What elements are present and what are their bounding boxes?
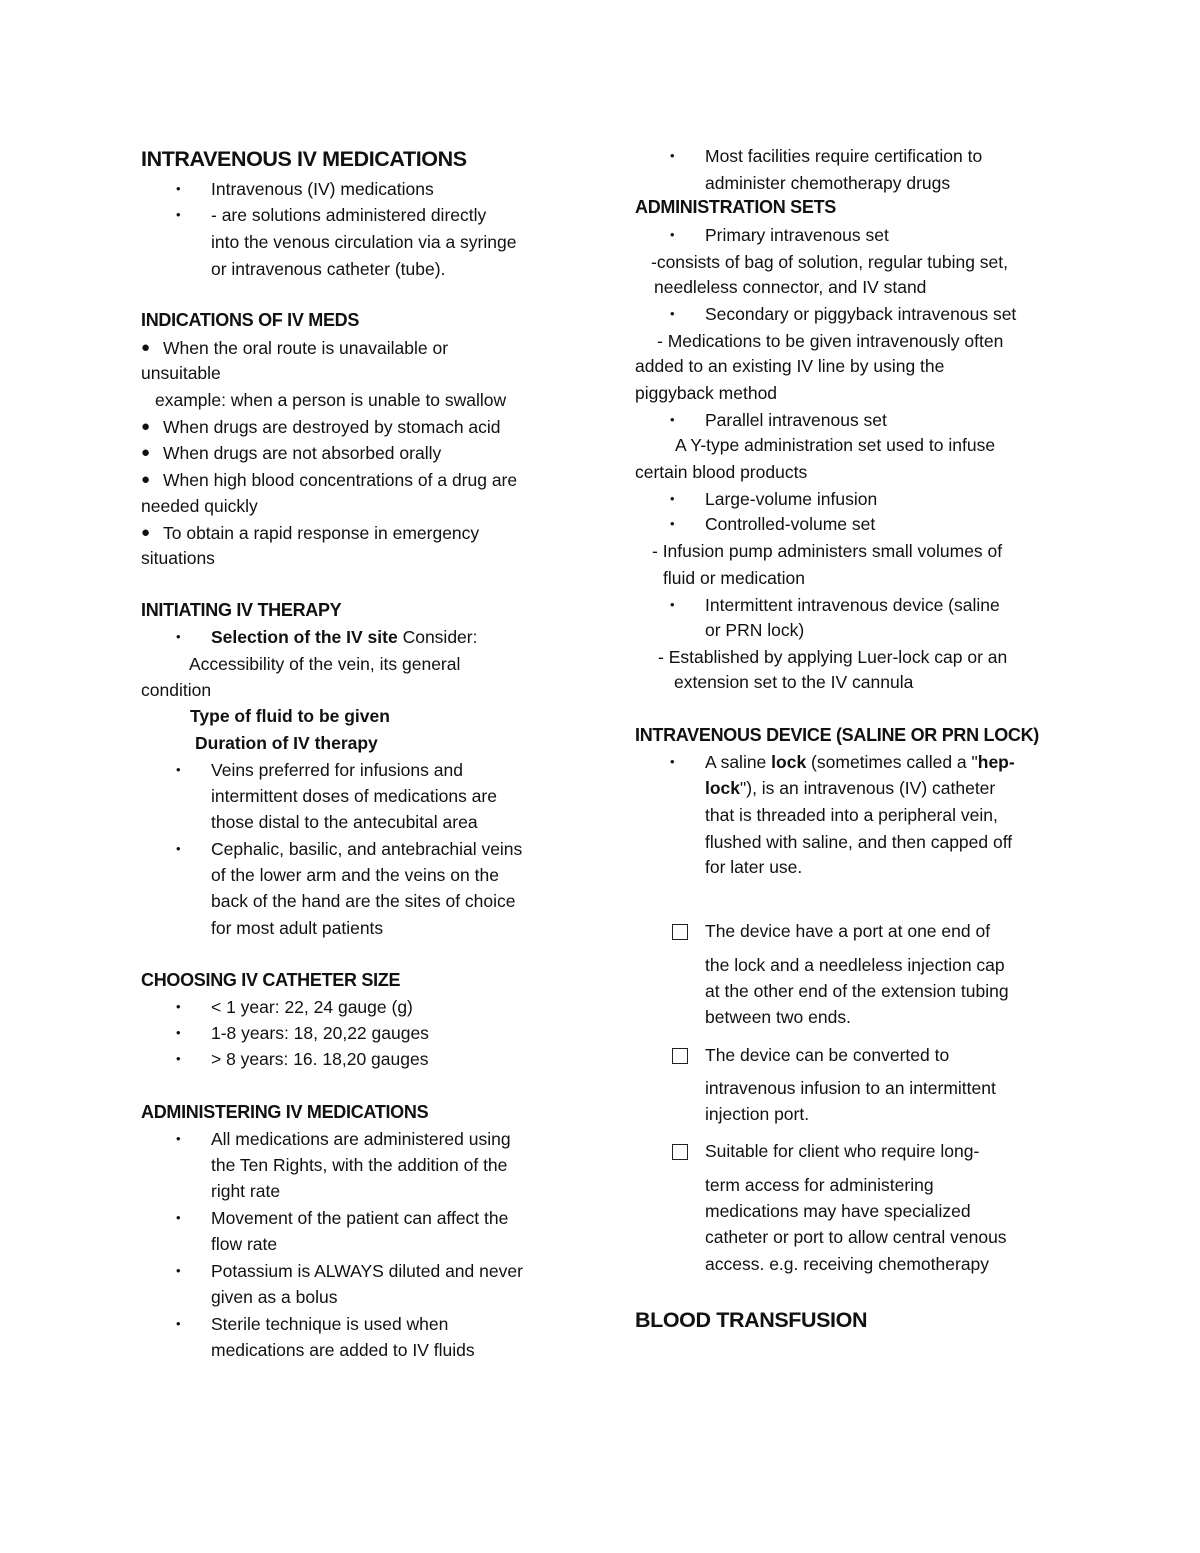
top-line: Most facilities require certification to xyxy=(705,146,983,166)
bullet-icon: • xyxy=(176,207,181,222)
bullet-icon: • xyxy=(176,1131,181,1146)
administering-line: Sterile technique is used when xyxy=(211,1314,449,1334)
indication-line: unsuitable xyxy=(141,363,221,383)
admin-sets-line: - Medications to be given intravenously often xyxy=(657,331,1004,351)
text-run-bold: hep- xyxy=(977,752,1015,772)
bullet-icon: ● xyxy=(141,471,151,488)
site-selection-line xyxy=(211,624,477,650)
check-item-line: catheter or port to allow central venous xyxy=(705,1227,1007,1247)
admin-sets-line: A Y-type administration set used to infuse xyxy=(675,435,996,455)
administering-line: the Ten Rights, with the addition of the xyxy=(211,1155,508,1175)
bullet-icon: ● xyxy=(141,339,151,356)
device-line: that is threaded into a peripheral vein, xyxy=(705,805,998,825)
catheter-item: 1-8 years: 18, 20,22 gauges xyxy=(211,1023,429,1043)
admin-sets-line: certain blood products xyxy=(635,462,808,482)
bullet-icon: • xyxy=(670,754,675,769)
indication-line: situations xyxy=(141,548,215,568)
indication-line: When high blood concentrations of a drug are xyxy=(163,470,518,490)
device-line: for later use. xyxy=(705,857,803,877)
check-item-line: injection port. xyxy=(705,1104,810,1124)
top-line: administer chemotherapy drugs xyxy=(705,173,951,193)
intro-line: into the venous circulation via a syringe xyxy=(211,232,517,252)
administering-line: Movement of the patient can affect the xyxy=(211,1208,509,1228)
initiating-heading: INITIATING IV THERAPY xyxy=(141,600,342,620)
bullet-icon: ● xyxy=(141,524,151,541)
admin-sets-heading: ADMINISTRATION SETS xyxy=(635,197,836,217)
bullet-icon: • xyxy=(176,1025,181,1040)
bullet-icon: • xyxy=(670,306,675,321)
bullet-icon: • xyxy=(176,841,181,856)
administering-line: medications are added to IV fluids xyxy=(211,1340,475,1360)
text-run: "), is an intravenous (IV) catheter xyxy=(740,778,996,798)
initiating-line: intermittent doses of medications are xyxy=(211,786,497,806)
bullet-icon: • xyxy=(670,597,675,612)
check-item-line: at the other end of the extension tubing xyxy=(705,981,1009,1001)
check-item-line: Suitable for client who require long- xyxy=(705,1141,980,1161)
checkbox-icon xyxy=(672,1048,688,1064)
device-heading: INTRAVENOUS DEVICE (SALINE OR PRN LOCK) xyxy=(635,725,1039,745)
admin-sets-line: fluid or medication xyxy=(663,568,806,588)
bullet-icon: • xyxy=(670,412,675,427)
bullet-icon: • xyxy=(176,1316,181,1331)
checkbox-icon xyxy=(672,924,688,940)
text-run: (sometimes called a " xyxy=(806,752,978,772)
indication-line: example: when a person is unable to swallow xyxy=(155,390,507,410)
administering-line: All medications are administered using xyxy=(211,1129,511,1149)
indication-line: needed quickly xyxy=(141,496,258,516)
device-line: flushed with saline, and then capped off xyxy=(705,832,1013,852)
catheter-heading: CHOOSING IV CATHETER SIZE xyxy=(141,970,401,990)
initiating-line: those distal to the antecubital area xyxy=(211,812,478,832)
indication-line: When drugs are destroyed by stomach acid xyxy=(163,417,501,437)
initiating-line: back of the hand are the sites of choice xyxy=(211,891,516,911)
indication-line: To obtain a rapid response in emergency xyxy=(163,523,480,543)
device-intro-line xyxy=(705,775,995,801)
intro-line: Intravenous (IV) medications xyxy=(211,179,434,199)
admin-sets-line: -consists of bag of solution, regular tubing set, xyxy=(651,252,1009,272)
admin-sets-line: piggyback method xyxy=(635,383,778,403)
administering-line: Potassium is ALWAYS diluted and never xyxy=(211,1261,523,1281)
check-item-line: medications may have specialized xyxy=(705,1201,971,1221)
device-intro-line xyxy=(705,749,1015,775)
initiating-line: of the lower arm and the veins on the xyxy=(211,865,499,885)
bullet-icon: • xyxy=(176,999,181,1014)
admin-sets-line: Primary intravenous set xyxy=(705,225,889,245)
site-selection-bold: Selection of the IV site xyxy=(211,627,398,647)
indications-heading: INDICATIONS OF IV MEDS xyxy=(141,310,360,330)
administering-heading: ADMINISTERING IV MEDICATIONS xyxy=(141,1102,429,1122)
admin-sets-line: extension set to the IV cannula xyxy=(674,672,914,692)
fluid-type-line: Type of fluid to be given xyxy=(190,706,390,726)
checkbox-icon xyxy=(672,1144,688,1160)
blood-transfusion-title: BLOOD TRANSFUSION xyxy=(635,1308,868,1332)
indication-line: When drugs are not absorbed orally xyxy=(163,443,442,463)
admin-sets-line: needleless connector, and IV stand xyxy=(654,277,927,297)
bullet-icon: • xyxy=(176,629,181,644)
initiating-line: Accessibility of the vein, its general xyxy=(189,654,461,674)
admin-sets-line: added to an existing IV line by using the xyxy=(635,356,945,376)
catheter-item: > 8 years: 16. 18,20 gauges xyxy=(211,1049,429,1069)
indication-line: When the oral route is unavailable or xyxy=(163,338,449,358)
check-item-line: the lock and a needleless injection cap xyxy=(705,955,1005,975)
admin-sets-line: or PRN lock) xyxy=(705,620,805,640)
bullet-icon: • xyxy=(176,1263,181,1278)
administering-line: right rate xyxy=(211,1181,281,1201)
main-title: INTRAVENOUS IV MEDICATIONS xyxy=(141,147,467,171)
bullet-icon: ● xyxy=(141,418,151,435)
admin-sets-line: Controlled-volume set xyxy=(705,514,876,534)
bullet-icon: • xyxy=(670,516,675,531)
bullet-icon: • xyxy=(670,491,675,506)
administering-line: flow rate xyxy=(211,1234,278,1254)
bullet-icon: • xyxy=(670,227,675,242)
admin-sets-line: Secondary or piggyback intravenous set xyxy=(705,304,1017,324)
bullet-icon: ● xyxy=(141,444,151,461)
admin-sets-line: Large-volume infusion xyxy=(705,489,878,509)
check-item-line: The device can be converted to xyxy=(705,1045,950,1065)
initiating-line: Veins preferred for infusions and xyxy=(211,760,463,780)
text-run-bold: lock xyxy=(705,778,741,798)
bullet-icon: • xyxy=(176,1210,181,1225)
admin-sets-line: - Established by applying Luer-lock cap or an xyxy=(658,647,1008,667)
initiating-line: condition xyxy=(141,680,212,700)
duration-line: Duration of IV therapy xyxy=(195,733,378,753)
check-item-line: term access for administering xyxy=(705,1175,934,1195)
intro-line: or intravenous catheter (tube). xyxy=(211,259,446,279)
bullet-icon: • xyxy=(670,148,675,163)
text-run-bold: lock xyxy=(771,752,807,772)
bullet-icon: • xyxy=(176,181,181,196)
bullet-icon: • xyxy=(176,762,181,777)
initiating-line: for most adult patients xyxy=(211,918,384,938)
intro-line: - are solutions administered directly xyxy=(211,205,487,225)
site-selection-rest: Consider: xyxy=(397,627,478,647)
admin-sets-line: - Infusion pump administers small volumes of xyxy=(652,541,1003,561)
check-item-line: access. e.g. receiving chemotherapy xyxy=(705,1254,990,1274)
initiating-line: Cephalic, basilic, and antebrachial veins xyxy=(211,839,523,859)
catheter-item: < 1 year: 22, 24 gauge (g) xyxy=(211,997,413,1017)
admin-sets-line: Intermittent intravenous device (saline xyxy=(705,595,1000,615)
check-item-line: between two ends. xyxy=(705,1007,851,1027)
text-run: A saline xyxy=(705,752,772,772)
check-item-line: intravenous infusion to an intermittent xyxy=(705,1078,996,1098)
bullet-icon: • xyxy=(176,1051,181,1066)
admin-sets-line: Parallel intravenous set xyxy=(705,410,887,430)
administering-line: given as a bolus xyxy=(211,1287,338,1307)
check-item-line: The device have a port at one end of xyxy=(705,921,991,941)
